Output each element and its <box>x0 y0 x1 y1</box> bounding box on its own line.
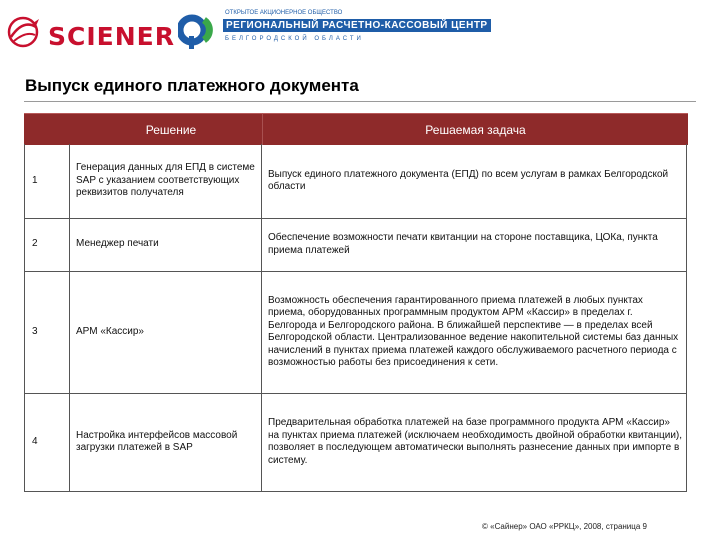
task-text: Предварительная обработка платежей на базе программного продукта АРМ «Кассир» на пунктах приема платежей (исключаем необходимость двойной обработки квитанции), позволяет в последующем автоматически выполнять разнесение данных при импорте в систему. <box>268 417 683 466</box>
table-cell-solution <box>76 218 256 271</box>
task-text: Возможность обеспечения гарантированного приема платежей в любых пунктах приема, оборудованных программным продуктом АРМ «Кассир» в пределах г. Белгорода и Белгородского района. В ближайшей перспективе — в пределах всей Белгородской области. Централизованное ведение накопительной системы баз данных начислений в пунктах приема платежей каждого обслуживаемого расчетного периода с возможностью работы без присоединения к сети. <box>268 294 679 368</box>
row-number-text: 2 <box>32 238 38 250</box>
rrkc-main-text: РЕГИОНАЛЬНЫЙ РАСЧЕТНО-КАССОВЫЙ ЦЕНТР <box>223 19 491 32</box>
grid-line <box>261 144 262 492</box>
solution-text: Настройка интерфейсов массовой загрузки платежей в SAP <box>76 429 238 453</box>
page-title: Выпуск единого платежного документа <box>25 76 359 95</box>
header <box>0 0 720 60</box>
table-row-number <box>24 393 69 491</box>
table-cell-task <box>268 393 683 491</box>
grid-line <box>24 491 687 492</box>
table-cell-task <box>268 144 683 218</box>
grid-line <box>686 144 687 492</box>
table-cell-solution <box>76 271 256 393</box>
solution-text: Генерация данных для ЕПД в системе SAP с указанием соответствующих реквизитов получателя <box>76 162 255 199</box>
column-header-solution-label: Решение <box>145 122 197 137</box>
rrkc-region-text: БЕЛГОРОДСКОЙ ОБЛАСТИ <box>225 36 364 42</box>
sciener-emblem-icon <box>6 15 40 49</box>
table-row-number <box>24 218 69 271</box>
task-text: Выпуск единого платежного документа (ЕПД) по всем услугам в рамках Белгородской области <box>268 168 669 192</box>
rrkc-emblem-icon <box>178 10 218 50</box>
title-divider <box>24 101 696 102</box>
table-cell-task <box>268 271 683 393</box>
grid-line <box>69 144 70 492</box>
column-header-task <box>262 113 688 145</box>
table-cell-solution <box>76 144 256 218</box>
table-cell-solution <box>76 393 256 491</box>
table-row-number <box>24 144 69 218</box>
footer-copyright: © «Сайнер» ОАО «РРКЦ», 2008, страница 9 <box>482 522 647 531</box>
sciener-logo <box>6 10 175 51</box>
row-number-text: 3 <box>32 325 38 337</box>
table-cell-task <box>268 218 683 271</box>
solution-text: Менеджер печати <box>76 238 159 250</box>
column-header-task-label: Решаемая задача <box>425 122 526 137</box>
solution-text: АРМ «Кассир» <box>76 325 144 337</box>
rrkc-small-text: ОТКРЫТОЕ АКЦИОНЕРНОЕ ОБЩЕСТВО <box>225 10 343 16</box>
rrkc-logo <box>178 10 488 50</box>
sciener-logo-text: SCIENER <box>48 22 175 51</box>
task-text: Обеспечение возможности печати квитанции на стороне поставщика, ЦОКа, пункта приема платежей <box>268 232 658 256</box>
table-row-number <box>24 271 69 393</box>
row-number-text: 1 <box>32 174 38 186</box>
row-number-text: 4 <box>32 435 38 447</box>
